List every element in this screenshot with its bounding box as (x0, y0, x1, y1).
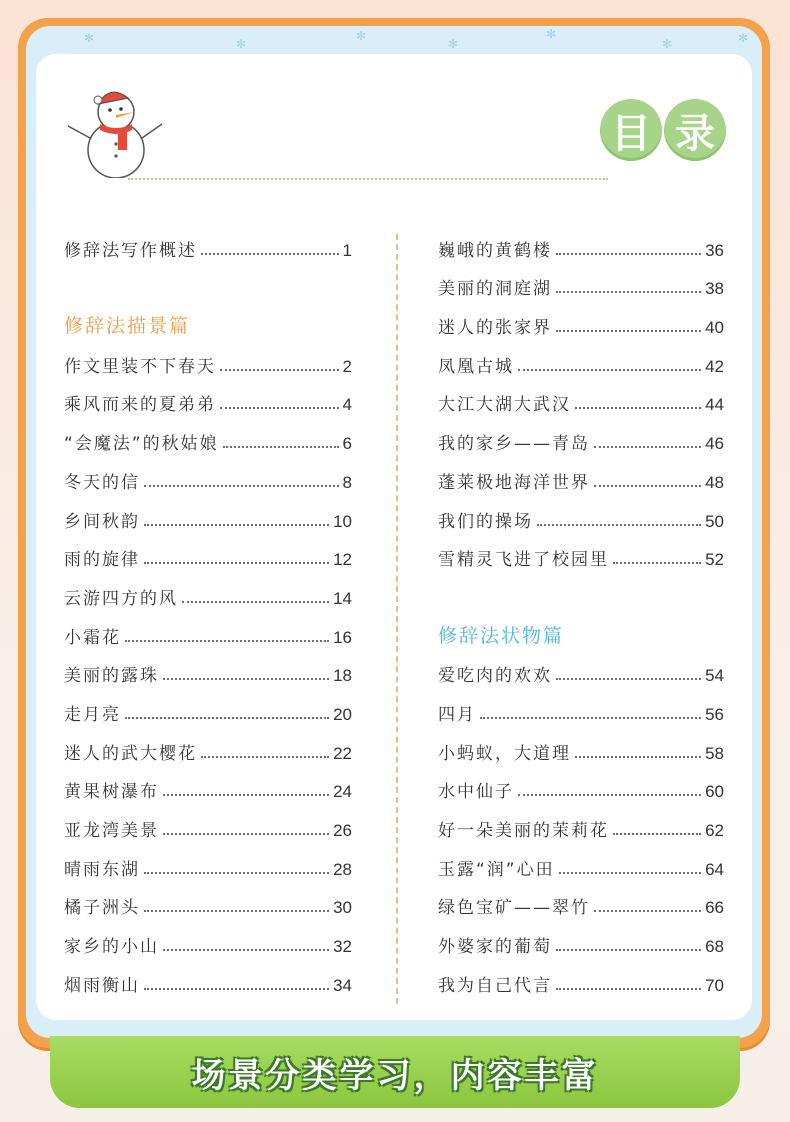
toc-entry-title: 四月 (438, 704, 476, 725)
section-title-scenery: 修辞法描景篇 (64, 315, 191, 338)
leader-dots (201, 253, 339, 255)
toc-entry[interactable] (438, 261, 724, 300)
snowflake-icon: ✻ (738, 31, 749, 45)
toc-entry-page: 28 (333, 859, 352, 879)
toc-entry-title: 巍峨的黄鹤楼 (438, 240, 552, 261)
toc-entry-page: 66 (705, 898, 724, 918)
leader-dots (163, 833, 329, 835)
toc-entry[interactable] (64, 377, 352, 416)
toc-entry-page: 42 (705, 356, 724, 376)
toc-entry-page: 18 (333, 666, 352, 686)
toc-entry[interactable] (64, 570, 352, 609)
toc-entry-title: 烟雨衡山 (64, 975, 140, 996)
toc-entry-title: 迷人的张家界 (438, 318, 552, 339)
snowflake-icon: ✻ (84, 31, 95, 45)
leader-dots (220, 369, 339, 371)
toc-entry[interactable] (438, 918, 724, 957)
toc-entry[interactable] (64, 415, 352, 454)
leader-dots (518, 794, 701, 796)
toc-entry[interactable] (64, 725, 352, 764)
spacer (64, 261, 352, 300)
snowflake-icon: ✻ (356, 29, 367, 43)
snowflake-icon: ✻ (546, 27, 557, 41)
toc-entry-title: 橘子洲头 (64, 898, 140, 919)
leader-dots (144, 910, 329, 912)
snowflake-icon: ✻ (236, 37, 247, 51)
bottom-banner (50, 1036, 740, 1108)
toc-entry-page: 24 (333, 782, 352, 802)
toc-entry[interactable] (64, 338, 352, 377)
leader-dots (575, 407, 701, 409)
snowman-icon (58, 68, 168, 178)
leader-dots (556, 678, 701, 680)
leader-dots (556, 291, 701, 293)
toc-entry-title: 大江大湖大武汉 (438, 395, 571, 416)
toc-entry-title: 小蚂蚁，大道理 (438, 743, 571, 764)
toc-entry-page: 52 (705, 550, 724, 570)
toc-entry-page: 48 (705, 472, 724, 492)
leader-dots (144, 524, 329, 526)
toc-entry[interactable] (438, 686, 724, 725)
leader-dots (556, 253, 701, 255)
toc-entry-title: 亚龙湾美景 (64, 821, 159, 841)
spacer (438, 570, 724, 609)
toc-entry-page: 8 (342, 472, 352, 492)
leader-dots (537, 524, 701, 526)
toc-entry-title: 我的家乡——青岛 (438, 434, 590, 455)
leader-dots (163, 949, 329, 951)
toc-entry[interactable] (438, 532, 724, 571)
leader-dots (144, 485, 339, 487)
toc-entry-page: 44 (705, 395, 724, 415)
toc-entry-title: 雪精灵飞进了校园里 (438, 550, 609, 571)
toc-entry-page: 62 (705, 821, 724, 840)
toc-entry-page: 58 (705, 743, 724, 763)
toc-entry[interactable] (438, 415, 724, 454)
toc-entry-title: 冬天的信 (64, 472, 140, 493)
toc-entry-title: 家乡的小山 (64, 937, 159, 958)
leader-dots (559, 872, 701, 874)
toc-entry-title: 我为自己代言 (438, 975, 552, 996)
toc-left-column (64, 222, 352, 996)
leader-dots (575, 756, 701, 758)
toc-entry[interactable] (64, 454, 352, 493)
toc-entry[interactable] (64, 880, 352, 919)
toc-entry-title: 迷人的武大樱花 (64, 743, 197, 764)
toc-entry-title: 美丽的洞庭湖 (438, 279, 552, 300)
toc-entry[interactable] (438, 725, 724, 764)
toc-entry-page: 56 (705, 704, 724, 724)
toc-entry-title: 云游四方的风 (64, 588, 178, 609)
leader-dots (556, 949, 701, 951)
leader-dots (163, 794, 329, 796)
leader-dots (144, 988, 329, 990)
toc-entry[interactable] (64, 802, 352, 841)
leader-dots (125, 640, 329, 642)
toc-entry[interactable] (438, 454, 724, 493)
toc-entry-page: 70 (705, 975, 724, 995)
toc-entry-title: 乘风而来的夏弟弟 (64, 395, 216, 416)
toc-list-scenery (64, 338, 352, 996)
toc-entry-page: 14 (333, 588, 352, 608)
leader-dots (182, 601, 329, 603)
toc-entry-title: 小霜花 (64, 627, 121, 648)
toc-entry-title: 玉露“润”心田 (438, 859, 555, 880)
leader-dots (556, 330, 701, 332)
toc-entry-title: 外婆家的葡萄 (438, 937, 552, 958)
page-frame (18, 18, 770, 1048)
toc-entry-page: 12 (333, 550, 352, 570)
toc-entry-title: 修辞法写作概述 (64, 240, 197, 261)
toc-entry-page: 36 (705, 240, 724, 260)
toc-entry-page: 64 (705, 859, 724, 879)
snowflake-icon: ✻ (448, 37, 459, 51)
leader-dots (144, 562, 329, 564)
toc-entry-page: 4 (342, 395, 352, 415)
toc-entry-title: 乡间秋韵 (64, 511, 140, 532)
toc-entry-title: 作文里装不下春天 (64, 356, 216, 377)
toc-entry-page: 40 (705, 318, 724, 338)
toc-entry-title: 爱吃肉的欢欢 (438, 666, 552, 687)
leader-dots (201, 756, 329, 758)
toc-entry-title: 凤凰古城 (438, 356, 514, 377)
leader-dots (613, 562, 701, 564)
toc-entry-page: 30 (333, 898, 352, 918)
toc-entry-page: 34 (333, 975, 352, 995)
toc-entry-title: 黄果树瀑布 (64, 782, 159, 803)
toc-entry[interactable] (438, 764, 724, 803)
toc-entry[interactable] (64, 648, 352, 687)
toc-entry-title: 走月亮 (64, 704, 121, 725)
toc-entry-overview[interactable] (64, 222, 352, 261)
toc-entry-page: 6 (342, 434, 352, 454)
snowflake-icon: ✻ (662, 37, 673, 51)
toc-entry[interactable] (64, 957, 352, 996)
leader-dots (613, 833, 701, 835)
toc-title (600, 99, 726, 161)
toc-entry[interactable] (438, 648, 724, 687)
title-underline (128, 178, 608, 180)
toc-right-column (438, 222, 724, 996)
toc-entry-title: 蓬莱极地海洋世界 (438, 472, 590, 493)
toc-entry[interactable] (438, 957, 724, 996)
toc-entry[interactable] (438, 338, 724, 377)
toc-entry-page: 38 (705, 279, 724, 299)
toc-entry-page: 60 (705, 782, 724, 802)
leader-dots (594, 910, 701, 912)
leader-dots (480, 717, 701, 719)
toc-entry[interactable] (438, 377, 724, 416)
title-char-1: 目 (600, 99, 662, 161)
toc-entry-title: 绿色宝矿——翠竹 (438, 898, 590, 919)
toc-entry[interactable] (438, 299, 724, 338)
leader-dots (163, 678, 329, 680)
toc-entry-page: 32 (333, 937, 352, 957)
leader-dots (594, 446, 701, 448)
toc-entry[interactable] (64, 686, 352, 725)
leader-dots (125, 717, 329, 719)
toc-entry[interactable] (438, 493, 724, 532)
toc-entry-page: 26 (333, 821, 352, 840)
toc-list-objects (438, 648, 724, 996)
leader-dots (144, 872, 329, 874)
column-divider (396, 234, 398, 1004)
toc-entry[interactable] (64, 532, 352, 571)
toc-entry[interactable] (438, 841, 724, 880)
frame-inner (26, 26, 762, 1038)
section-title-objects: 修辞法状物篇 (438, 624, 565, 647)
toc-entry-title: 雨的旋律 (64, 550, 140, 571)
toc-entry-page: 46 (705, 434, 724, 454)
toc-entry[interactable] (64, 609, 352, 648)
toc-entry-page: 50 (705, 511, 724, 531)
toc-entry-page: 2 (342, 356, 352, 376)
toc-entry[interactable] (438, 222, 724, 261)
leader-dots (556, 988, 701, 990)
toc-paper (36, 54, 752, 1020)
toc-entry-title: 水中仙子 (438, 782, 514, 803)
toc-entry-page: 10 (333, 511, 352, 531)
toc-list-scenery-cont (438, 222, 724, 570)
toc-entry-page: 68 (705, 937, 724, 957)
toc-entry-title: 晴雨东湖 (64, 859, 140, 880)
leader-dots (518, 369, 701, 371)
toc-entry-page: 20 (333, 704, 352, 724)
toc-entry[interactable] (64, 918, 352, 957)
toc-entry-page: 16 (333, 627, 352, 647)
toc-entry[interactable] (64, 764, 352, 803)
toc-entry-title: 好一朵美丽的茉莉花 (438, 821, 609, 841)
toc-entry-page: 1 (342, 240, 352, 260)
toc-entry[interactable] (64, 841, 352, 880)
toc-entry-title: 美丽的露珠 (64, 666, 159, 687)
leader-dots (220, 407, 339, 409)
leader-dots (594, 485, 701, 487)
toc-entry[interactable] (64, 493, 352, 532)
banner-text: 场景分类学习，内容丰富 (191, 1055, 599, 1096)
toc-entry-title: 我们的操场 (438, 511, 533, 532)
title-char-2: 录 (664, 99, 726, 161)
toc-entry[interactable] (438, 880, 724, 919)
toc-entry[interactable] (438, 802, 724, 841)
toc-entry-page: 22 (333, 743, 352, 763)
toc-entry-page: 54 (705, 666, 724, 686)
toc-entry-title: “会魔法”的秋姑娘 (64, 434, 219, 455)
leader-dots (223, 446, 339, 448)
